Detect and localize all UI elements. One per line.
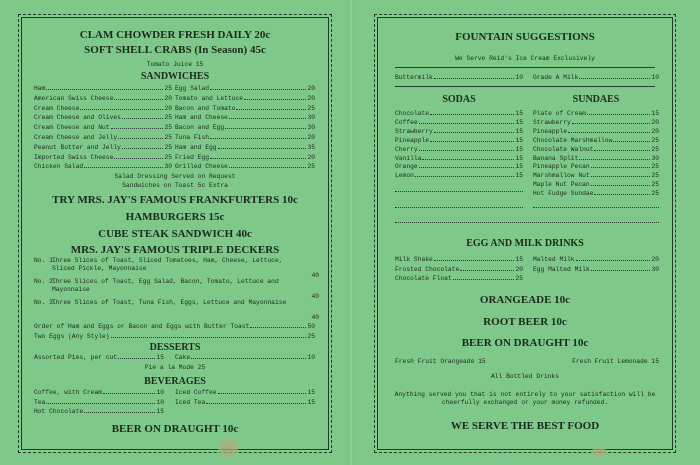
triple-decker-2: [34, 278, 319, 300]
sandwich-item-price: 25: [164, 114, 172, 122]
soda-item-price: 15: [515, 110, 523, 117]
beverage-item: [34, 407, 164, 415]
triple-deckers-title: MRS. JAY'S FAMOUS TRIPLE DECKERS: [70, 244, 280, 256]
sandwich-item-price: 20: [307, 94, 315, 102]
triple-decker-2-number: No. 2.: [34, 278, 57, 285]
sandwich-item: [175, 133, 315, 141]
sandwich-item-name: American Swiss Cheese: [34, 94, 114, 102]
bottled-drinks: All Bottled Drinks: [490, 373, 560, 380]
sandwich-item-price: 25: [307, 163, 315, 171]
sandwich-item: [34, 133, 172, 141]
sundae-item-price: 15: [651, 110, 659, 117]
sandwich-item-name: Grilled Cheese: [175, 163, 228, 171]
dotted-leader: [46, 403, 155, 404]
tomato-juice-line: Tomato Juice 15: [146, 61, 204, 68]
beverage-item: [175, 398, 315, 406]
dotted-leader: [122, 118, 164, 119]
sundae-item: [533, 136, 659, 144]
triple-decker-3-price: 40: [311, 313, 319, 321]
divider-mid: [395, 86, 655, 87]
dessert-pies: [34, 353, 164, 361]
dotted-leader: [460, 270, 514, 271]
beverage-item-price: 10: [156, 389, 164, 396]
sundae-item-price: 25: [651, 172, 659, 180]
sandwich-item-name: Bacon and Tomato: [175, 104, 236, 112]
blank-line-1: [395, 191, 523, 192]
beverage-item-price: 15: [156, 408, 164, 415]
triple-decker-1-price: 40: [311, 271, 319, 279]
frankfurters-headline: TRY MRS. JAY'S FAMOUS FRANKFURTERS 10c: [52, 194, 298, 206]
egg-milk-drink-item-name: Malted Milk: [533, 256, 575, 263]
sandwich-item-price: 30: [307, 124, 315, 132]
sandwich-item-price: 30: [164, 163, 172, 171]
soda-item: [395, 162, 523, 170]
triple-decker-1-description: Three Slices of Toast, Sliced Tomatoes, Ham, Cheese, Lettuce, Sliced Pickle, Mayonnaise: [52, 257, 283, 272]
dessert-pies-name: Assorted Pies, per cut: [34, 354, 118, 361]
sundae-item-name: Maple Nut Pecan: [533, 181, 590, 189]
triple-decker-1: [34, 257, 319, 279]
soda-item-name: Orange: [395, 163, 418, 171]
egg-milk-drink-item: [533, 265, 659, 273]
sandwich-item-price: 20: [307, 85, 315, 92]
soda-item-price: 15: [515, 118, 523, 126]
egg-milk-drink-item-price: 30: [651, 265, 659, 273]
beverage-item: [175, 388, 315, 396]
sandwich-item: [175, 143, 315, 151]
sandwich-item: [175, 123, 315, 131]
sandwich-item: [175, 113, 315, 121]
dotted-leader: [111, 337, 307, 338]
dotted-leader: [576, 260, 651, 261]
dotted-leader: [210, 89, 306, 90]
sundae-item: [533, 180, 659, 188]
triple-decker-2-price: 40: [311, 292, 319, 300]
sandwich-item-name: Cream Cheese and Jelly: [34, 134, 118, 141]
sandwich-item-price: 25: [307, 104, 315, 112]
sundae-item-name: Hot Fudge Sundae: [533, 190, 594, 198]
soda-item-price: 15: [515, 136, 523, 144]
beer-on-draught-right: BEER ON DRAUGHT 10c: [461, 337, 589, 349]
dessert-cake-name: Cake: [175, 354, 191, 361]
sundae-item-price: 30: [651, 154, 659, 162]
divider-top: [395, 67, 655, 68]
sandwich-item-name: Cream Cheese and Olives: [34, 114, 121, 122]
sundae-item-price: 25: [651, 163, 659, 171]
soda-item: [395, 118, 523, 126]
sandwich-item-name: Egg Salad: [175, 85, 210, 92]
paper-stain: [218, 438, 238, 458]
dotted-leader: [572, 123, 651, 124]
sundae-item-name: Pineapple Pecan: [533, 163, 590, 171]
sandwich-item-price: 25: [164, 153, 172, 161]
sundae-item: [533, 109, 659, 117]
beverage-item-price: 15: [307, 398, 315, 406]
soda-item: [395, 109, 523, 117]
dotted-leader: [218, 393, 307, 394]
beverage-item-name: Iced Coffee: [175, 389, 217, 396]
soda-item-name: Lemon: [395, 172, 414, 180]
dessert-pies-price: 15: [156, 354, 164, 361]
sandwich-item-price: 25: [164, 134, 172, 141]
sandwich-item-price: 35: [307, 143, 315, 151]
sandwich-item: [34, 94, 172, 102]
grade-a-milk-price: 10: [651, 74, 659, 81]
soda-item-name: Chocolate: [395, 110, 430, 117]
triple-decker-3-number: No. 3.: [34, 299, 57, 306]
sundae-item-price: 20: [651, 118, 659, 126]
egg-milk-drink-item: [533, 255, 659, 263]
breakfast-item: [34, 332, 315, 340]
dotted-leader: [419, 167, 515, 168]
egg-milk-drink-item-name: Chocolate Float: [395, 275, 452, 282]
sundae-item-name: Chocolate Marshmallow: [533, 136, 613, 144]
sundae-item-name: Pineapple: [533, 127, 568, 135]
egg-milk-drink-item-name: Milk Shake: [395, 256, 433, 263]
beverages-title: BEVERAGES: [144, 376, 206, 387]
dotted-leader: [453, 279, 515, 280]
beverage-item-name: Coffee, with Cream: [34, 389, 103, 396]
sandwich-item-name: Ham and Egg: [175, 143, 217, 151]
beverage-item: [34, 398, 164, 406]
dotted-leader: [84, 167, 163, 168]
sandwich-item: [175, 84, 315, 92]
dotted-leader: [118, 138, 163, 139]
soda-item-price: 15: [515, 172, 523, 180]
beer-on-draught-left: BEER ON DRAUGHT 10c: [111, 423, 239, 435]
sandwich-item-price: 30: [307, 114, 315, 122]
sandwich-item-price: 20: [164, 94, 172, 102]
sandwich-item: [175, 94, 315, 102]
soda-item: [395, 171, 523, 179]
sundae-item-name: Banana Split: [533, 154, 579, 162]
soda-item: [395, 136, 523, 144]
sundae-item: [533, 189, 659, 197]
sandwich-item-price: 20: [164, 104, 172, 112]
sandwich-item-name: Bacon and Egg: [175, 124, 225, 132]
beverage-item-name: Tea: [34, 398, 46, 406]
sandwich-item-name: Chicken Salad: [34, 163, 84, 171]
egg-milk-drink-item-price: 25: [515, 275, 523, 282]
dotted-leader: [430, 141, 514, 142]
dotted-leader: [591, 167, 651, 168]
blank-line-2: [395, 207, 523, 208]
egg-milk-drink-item-price: 20: [651, 256, 659, 263]
best-food-footer: WE SERVE THE BEST FOOD: [450, 420, 600, 432]
dotted-leader: [613, 141, 650, 142]
fountain-suggestions-title: FOUNTAIN SUGGESTIONS: [455, 31, 595, 43]
sandwich-item: [34, 113, 172, 121]
paper-stain: [592, 446, 606, 458]
dotted-leader: [229, 118, 307, 119]
dotted-leader: [579, 159, 650, 160]
sandwich-item-price: 20: [307, 153, 315, 161]
soda-item-price: 15: [515, 154, 523, 162]
sandwiches-title: SANDWICHES: [140, 71, 210, 82]
breakfast-item-price: 25: [307, 333, 315, 340]
dotted-leader: [591, 270, 651, 271]
egg-milk-drink-item: [395, 255, 523, 263]
sandwich-item-name: Peanut Butter and Jelly: [34, 143, 121, 151]
sandwich-item: [175, 162, 315, 170]
sandwich-item-name: Cream Cheese and Nut: [34, 124, 110, 132]
breakfast-item: [34, 322, 315, 330]
sandwich-item: [175, 104, 315, 112]
sandwich-item: [34, 143, 172, 151]
soda-item: [395, 145, 523, 153]
sandwich-item: [34, 84, 172, 92]
dotted-leader: [594, 194, 650, 195]
sandwich-item-price: 20: [307, 134, 315, 141]
left-menu-panel: [18, 14, 332, 453]
sundae-item-price: 25: [651, 181, 659, 189]
soda-item-name: Strawberry: [395, 127, 433, 135]
sundae-item: [533, 162, 659, 170]
clam-chowder-headline: CLAM CHOWDER FRESH DAILY 20c: [79, 29, 271, 41]
dotted-leader: [591, 185, 651, 186]
dotted-leader: [46, 89, 163, 90]
sandwich-item-price: 25: [164, 85, 172, 92]
triple-decker-3: [34, 299, 319, 321]
triple-decker-1-number: No. 1.: [34, 257, 57, 264]
sundae-item-name: Chocolate Walnut: [533, 145, 594, 153]
sundae-item-name: Plate of Cream: [533, 110, 586, 117]
sundae-item: [533, 145, 659, 153]
sandwich-item: [34, 104, 172, 112]
egg-milk-drinks-title: EGG AND MILK DRINKS: [466, 238, 584, 249]
sundaes-title: SUNDAES: [572, 94, 620, 105]
dotted-leader: [594, 150, 650, 151]
soda-item-name: Pineapple: [395, 136, 430, 144]
sundae-item-name: Marshmallow Nut: [533, 172, 590, 180]
dotted-leader: [114, 158, 163, 159]
breakfast-item-price: 50: [307, 323, 315, 330]
dotted-leader: [568, 132, 650, 133]
dotted-leader: [103, 393, 155, 394]
sundae-item-price: 25: [651, 145, 659, 153]
dotted-leader: [111, 128, 164, 129]
sandwich-item-name: Tuna Fish: [175, 134, 210, 141]
dotted-leader: [591, 176, 651, 177]
soda-item-name: Cherry: [395, 145, 418, 153]
egg-milk-drink-item-name: Frosted Chocolate: [395, 265, 460, 273]
triple-decker-3-description: Three Slices of Toast, Tuna Fish, Eggs, Lettuce and Mayonnaise: [52, 299, 287, 306]
orangeade-headline: ORANGEADE 10c: [479, 294, 571, 306]
buttermilk-item: [395, 73, 523, 81]
sundae-item-price: 25: [651, 190, 659, 198]
dotted-leader: [419, 123, 515, 124]
dotted-leader: [80, 109, 163, 110]
egg-milk-drink-item: [395, 265, 523, 273]
dotted-leader: [419, 150, 515, 151]
desserts-title: DESSERTS: [149, 342, 201, 353]
soft-shell-crabs-headline: SOFT SHELL CRABS (In Season) 45c: [84, 44, 266, 56]
soda-item: [395, 154, 523, 162]
soda-item-price: 15: [515, 163, 523, 171]
sandwich-item-price: 25: [164, 124, 172, 132]
sundae-item: [533, 118, 659, 126]
dotted-leader: [114, 99, 163, 100]
breakfast-item-name: Order of Ham and Eggs or Bacon and Eggs with Butter Toast: [34, 323, 250, 330]
beverage-item-price: 15: [307, 389, 315, 396]
dotted-leader: [250, 327, 306, 328]
sandwich-note-dressing: Salad Dressing Served on Request: [114, 173, 236, 180]
sundae-item-price: 20: [651, 127, 659, 135]
egg-milk-drink-item: [395, 274, 523, 282]
egg-milk-drink-item-name: Egg Malted Milk: [533, 265, 590, 273]
fresh-orangeade: Fresh Fruit Orangeade 15: [395, 358, 486, 365]
sandwich-item-name: Imported Swiss Cheese: [34, 153, 114, 161]
sundae-item: [533, 127, 659, 135]
grade-a-milk-item: [533, 73, 659, 81]
sundae-item-price: 25: [651, 136, 659, 144]
sandwich-item-name: Cream Cheese: [34, 104, 80, 112]
buttermilk-name: Buttermilk: [395, 74, 433, 81]
satisfaction-guarantee: Anything served you that is not entirely to your satisfaction will be cheerfully exchanged or your money refunded.: [394, 391, 656, 406]
sandwich-item-price: 25: [164, 143, 172, 151]
dotted-leader: [225, 128, 306, 129]
sundae-item: [533, 171, 659, 179]
dotted-leader: [434, 260, 515, 261]
soda-item-name: Coffee: [395, 118, 418, 126]
sandwich-item: [34, 162, 172, 170]
dotted-leader: [229, 167, 307, 168]
egg-milk-drink-item-price: 15: [515, 256, 523, 263]
cube-steak-headline: CUBE STEAK SANDWICH 40c: [98, 228, 252, 240]
dotted-leader: [206, 403, 306, 404]
sandwich-item-name: Tomato and Lettuce: [175, 94, 244, 102]
dotted-leader: [210, 158, 306, 159]
dotted-leader: [430, 114, 514, 115]
dessert-cake: [175, 353, 315, 361]
sandwich-note-toast: Sandwiches on Toast 5c Extra: [122, 182, 228, 189]
dotted-leader: [244, 99, 306, 100]
beverage-item-name: Hot Chocolate: [34, 408, 84, 415]
blank-line-4: [395, 222, 659, 223]
buttermilk-price: 10: [515, 74, 523, 81]
blank-line-3: [533, 207, 659, 208]
root-beer-headline: ROOT BEER 10c: [483, 316, 567, 328]
breakfast-item-name: Two Eggs (Any Style): [34, 333, 110, 340]
pie-a-la-mode-note: Pie a la Mode 25: [144, 364, 206, 371]
dotted-leader: [434, 132, 515, 133]
beverage-item: [34, 388, 164, 396]
soda-item-name: Vanilla: [395, 154, 422, 162]
dotted-leader: [587, 114, 651, 115]
sodas-title: SODAS: [442, 94, 476, 105]
soda-item: [395, 127, 523, 135]
triple-decker-2-description: Three Slices of Toast, Egg Salad, Bacon, Tomato, Lettuce and Mayonnaise: [52, 278, 279, 293]
sandwich-item: [34, 153, 172, 161]
dotted-leader: [236, 109, 306, 110]
egg-milk-drink-item-price: 20: [515, 265, 523, 273]
dotted-leader: [84, 412, 155, 413]
grade-a-milk-name: Grade A Milk: [533, 74, 579, 81]
sundae-item: [533, 154, 659, 162]
soda-item-price: 15: [515, 127, 523, 135]
soda-item-price: 15: [515, 145, 523, 153]
center-fold: [348, 0, 354, 465]
sandwich-item-name: Ham: [34, 85, 46, 92]
sandwich-item: [34, 123, 172, 131]
sundae-item-name: Strawberry: [533, 118, 571, 126]
dotted-leader: [210, 138, 306, 139]
fresh-lemonade: Fresh Fruit Lemonade 15: [572, 358, 659, 365]
reids-ice-cream-subtitle: We Serve Reid's Ice Cream Exclusively: [455, 55, 595, 62]
beverage-item-price: 10: [156, 398, 164, 406]
dessert-cake-price: 10: [307, 354, 315, 361]
hamburgers-headline: HAMBURGERS 15c: [125, 211, 225, 223]
dotted-leader: [415, 176, 515, 177]
dotted-leader: [218, 148, 307, 149]
beverage-item-name: Iced Tea: [175, 398, 206, 406]
sandwich-item-name: Fried Egg: [175, 153, 210, 161]
sandwich-item: [175, 153, 315, 161]
dotted-leader: [422, 159, 514, 160]
sandwich-item-name: Ham and Cheese: [175, 114, 228, 122]
right-menu-panel: [374, 14, 676, 453]
dotted-leader: [122, 148, 164, 149]
